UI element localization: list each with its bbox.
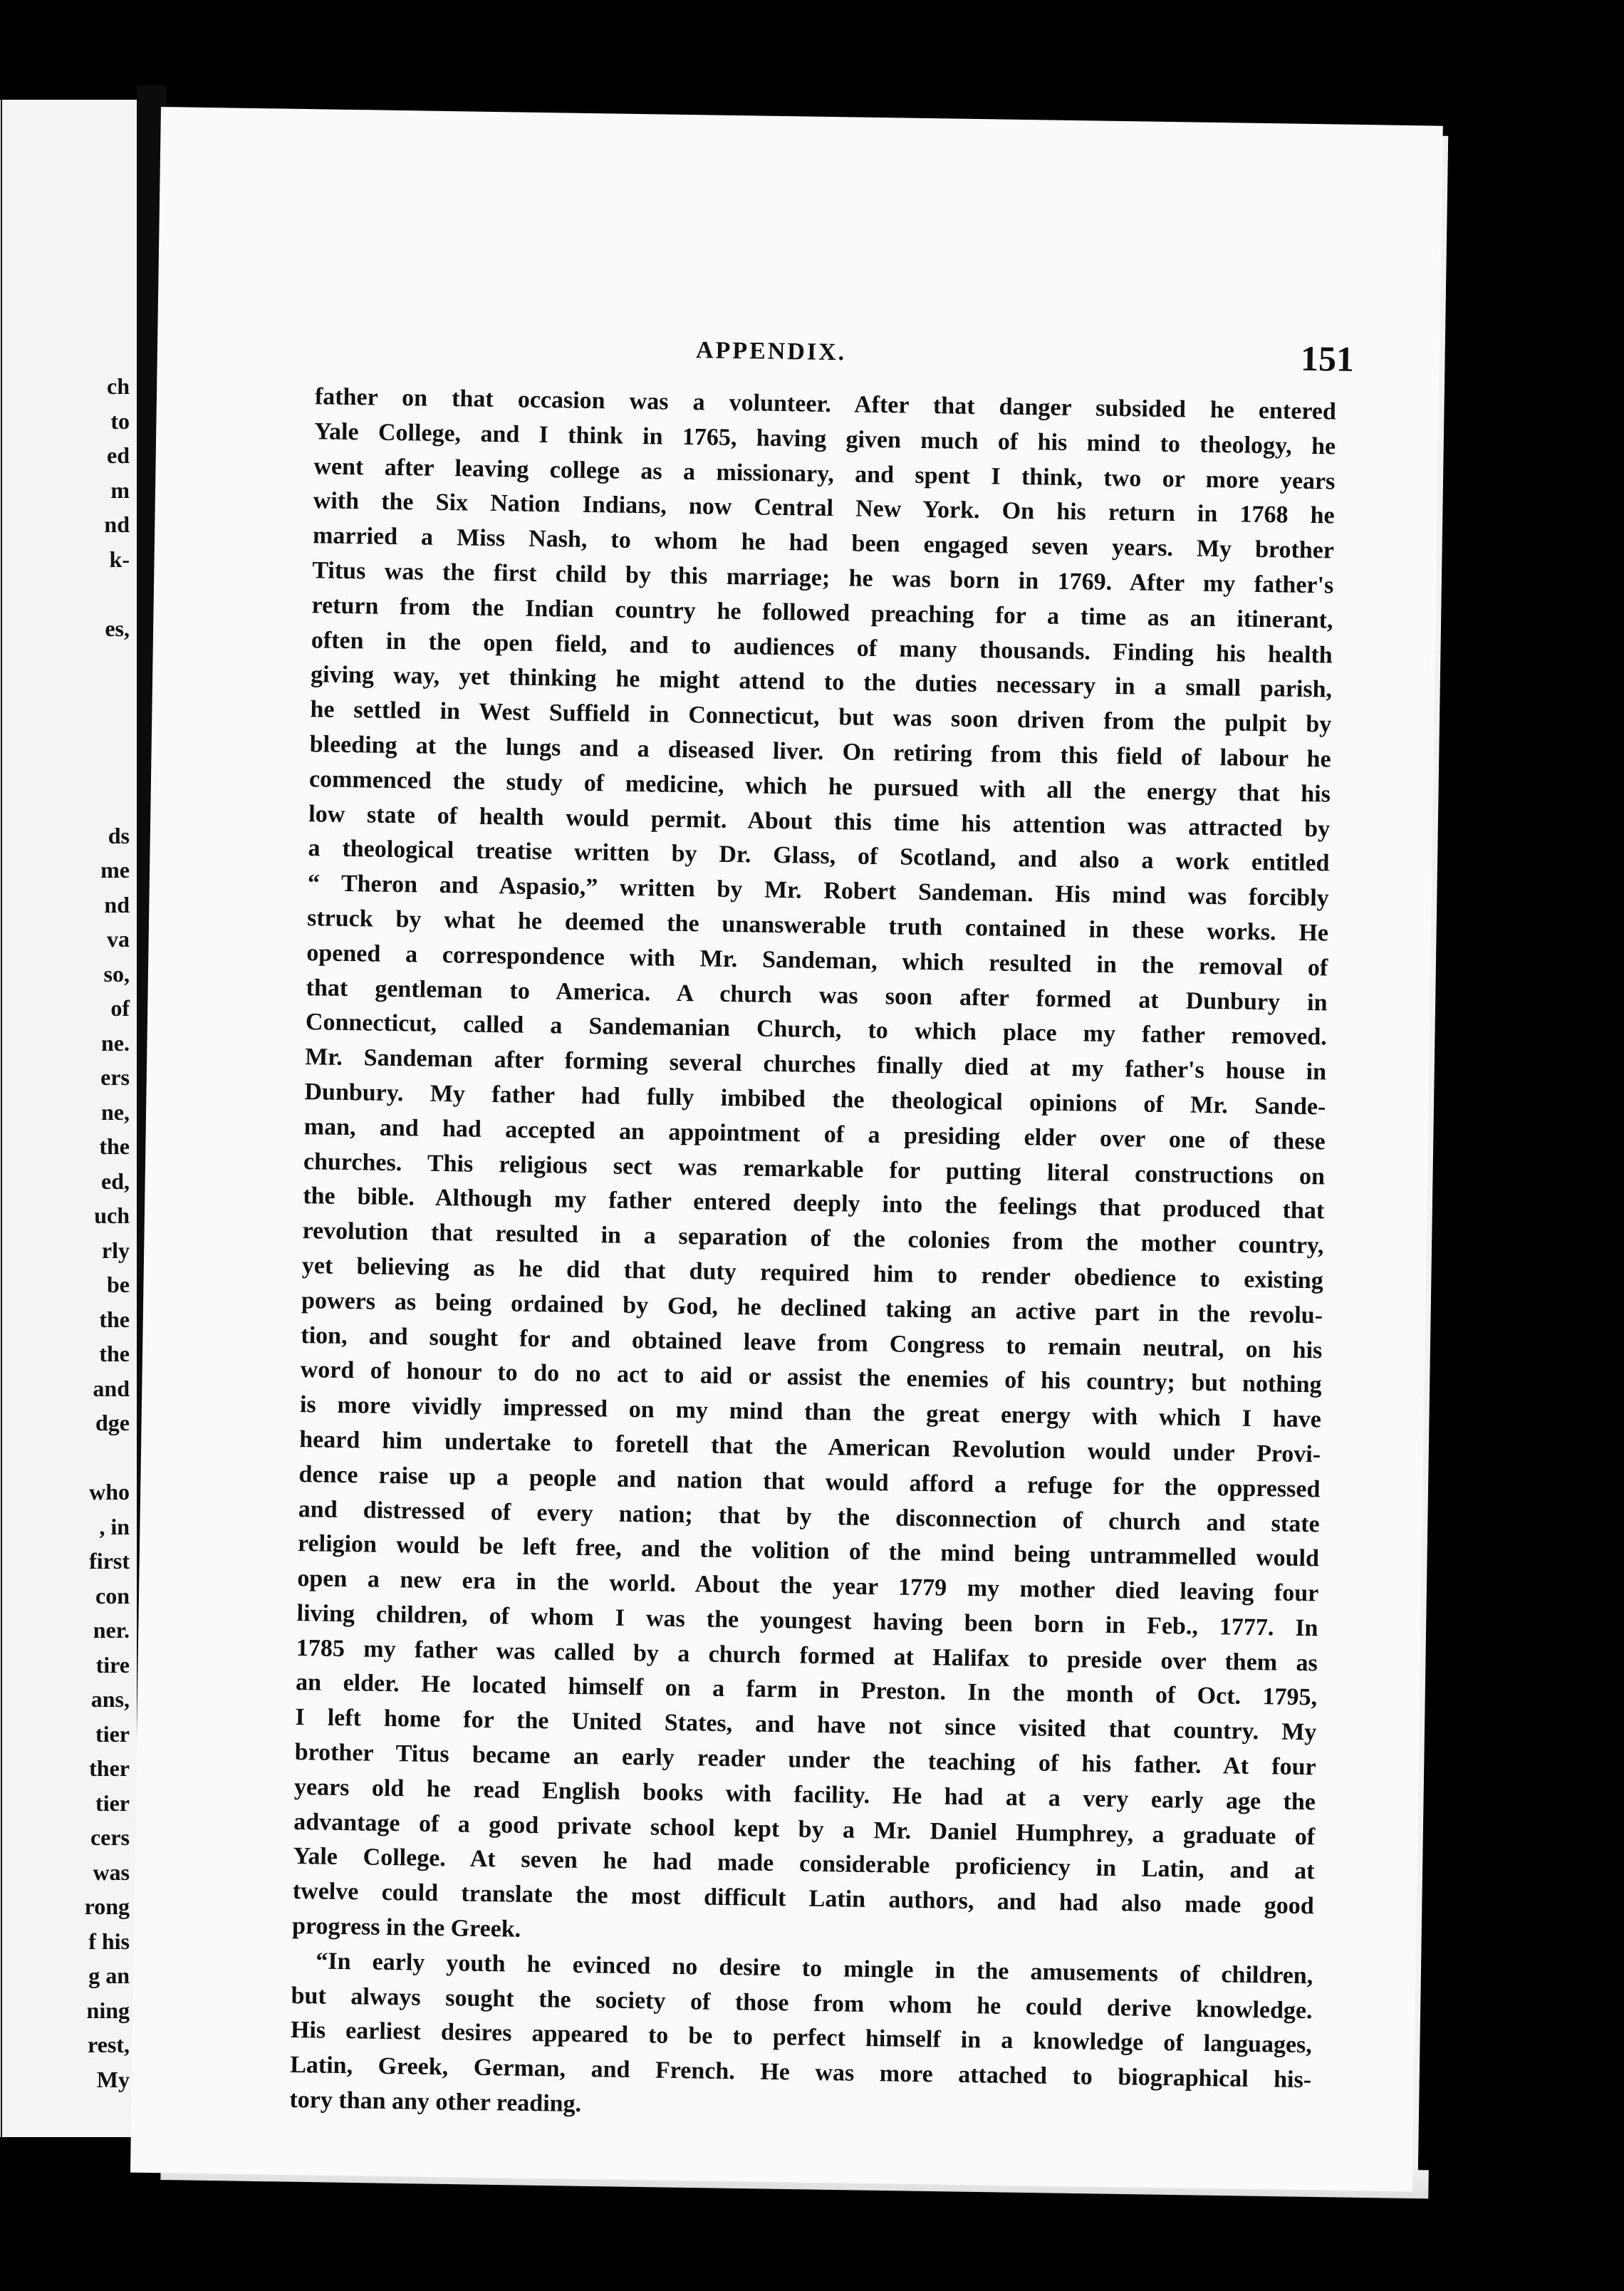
text-line: progress in the Greek. <box>291 1913 521 1943</box>
text-line: bleeding at the lungs and a diseased liver. On retiring from this field of labour he <box>309 731 1331 773</box>
left-line-fragment: ch <box>107 373 130 399</box>
text-line: Connecticut, called a Sandemanian Church, to which place my father removed. <box>305 1009 1328 1051</box>
left-line-fragment: nd <box>104 891 130 918</box>
text-line: is more vividly impressed on my mind than the great energy with which I have <box>299 1391 1322 1433</box>
left-line-fragment: rly <box>101 1237 130 1263</box>
left-line-fragment: es, <box>105 615 130 641</box>
left-line-fragment: ther <box>89 1755 130 1781</box>
left-line-fragment: tier <box>95 1789 130 1816</box>
text-line: return from the Indian country he followed preaching for a time as an itinerant, <box>311 592 1333 634</box>
left-line-fragment <box>85 784 130 819</box>
text-line: churches. This religious sect was remarkable for putting literal constructions on <box>303 1148 1326 1190</box>
left-line-fragment: tier <box>95 1720 130 1747</box>
text-line: 1785 my father was called by a church formed at Halifax to preside over them as <box>296 1634 1318 1677</box>
text-line: I left home for the United States, and have not since visited that country. My <box>295 1704 1317 1746</box>
left-line-fragment: con <box>95 1582 130 1609</box>
text-line: often in the open field, and to audiences of many thousands. Finding his health <box>311 626 1333 669</box>
left-line-fragment: ds <box>108 822 130 848</box>
text-line: married a Miss Nash, to whom he had been engaged seven years. My brother <box>312 522 1335 564</box>
left-line-fragment: so, <box>103 960 130 987</box>
text-line: revolution that resulted in a separation of the colonies from the mother country, <box>302 1217 1324 1259</box>
left-line-fragment: ans, <box>90 1686 130 1712</box>
left-line-fragment: first <box>89 1548 130 1574</box>
text-line: with the Six Nation Indians, now Central New York. On his return in 1768 he <box>313 487 1335 529</box>
left-line-fragment: and <box>93 1375 130 1401</box>
left-line-fragment: ne, <box>101 1098 130 1125</box>
text-line: heard him undertake to foretell that the American Revolution would under Provi- <box>298 1425 1321 1468</box>
text-line: dence raise up a people and nation that would afford a refuge for the oppressed <box>298 1460 1321 1503</box>
text-line: religion would be left free, and the volition of the mind being untrammelled would <box>297 1530 1320 1572</box>
paragraph-1 <box>292 380 1336 1959</box>
left-line-fragment: of <box>110 995 130 1021</box>
left-line-fragment <box>85 576 130 611</box>
text-line: tory than any other reading. <box>289 2087 582 2118</box>
text-line: Dunbury. My father had fully imbibed the theological opinions of Mr. Sande- <box>304 1079 1326 1121</box>
left-line-fragment: me <box>100 857 130 883</box>
left-line-fragment <box>85 645 130 680</box>
left-line-fragment: m <box>110 477 130 503</box>
paragraph-2 <box>289 1944 1313 2133</box>
text-line: low state of health would permit. About this time his attention was attracted by <box>308 800 1331 843</box>
left-line-fragment: rest, <box>88 2032 130 2057</box>
left-line-fragment: ed, <box>101 1168 130 1194</box>
left-line-fragment <box>85 749 130 784</box>
text-line: word of honour to do no act to aid or assist the enemies of his country; but nothing <box>300 1356 1322 1398</box>
left-line-fragment: , in <box>99 1513 130 1539</box>
left-line-fragment: nd <box>104 511 130 537</box>
text-line: brother Titus became an early reader under the teaching of his father. At four <box>294 1739 1316 1781</box>
page-number: 151 <box>1300 338 1355 379</box>
left-line-fragment: the <box>99 1133 130 1159</box>
left-line-fragment <box>85 1440 130 1475</box>
left-line-fragment: the <box>99 1341 130 1366</box>
left-line-fragment: k- <box>109 546 130 572</box>
text-line: “ Theron and Aspasio,” written by Mr. Robert Sandeman. His mind was forcibly <box>307 870 1329 912</box>
running-head: APPENDIX. <box>695 337 847 366</box>
text-line: went after leaving college as a missionary, and spent I think, two or more years <box>313 452 1336 495</box>
text-line: tion, and sought for and obtained leave from Congress to remain neutral, on his <box>301 1321 1323 1363</box>
left-line-fragment: ed <box>107 442 130 468</box>
left-line-fragment: the <box>99 1306 130 1332</box>
text-line: an elder. He located himself on a farm in Preston. In the month of Oct. 1795, <box>295 1669 1318 1711</box>
text-line: but always sought the society of those from whom he could derive knowledge. <box>291 1982 1313 2024</box>
left-line-fragment <box>85 715 130 749</box>
left-line-fragment: cers <box>90 1824 130 1850</box>
body-text <box>289 380 1336 2133</box>
text-line: yet believing as he did that duty required him to render obedience to existing <box>301 1252 1324 1294</box>
text-line: that gentleman to America. A church was soon after formed at Dunbury in <box>306 974 1328 1016</box>
left-line-fragment: f his <box>88 1928 130 1954</box>
text-line: Latin, Greek, German, and French. He was more attached to biographical his- <box>289 2052 1312 2094</box>
text-line: father on that occasion was a volunteer. After that danger subsided he entered <box>314 383 1337 425</box>
text-line: living children, of whom I was the youngest having been born in Feb., 1777. In <box>296 1599 1318 1642</box>
text-line: and distressed of every nation; that by the disconnection of church and state <box>298 1495 1320 1537</box>
left-line-fragment: ne. <box>101 1029 130 1056</box>
left-line-fragment: My <box>96 2066 130 2092</box>
left-line-fragment: tire <box>95 1651 130 1678</box>
text-line: man, and had accepted an appointment of a presiding elder over one of these <box>303 1113 1326 1155</box>
left-page-edge <box>1 100 2 2137</box>
left-line-fragment: g an <box>88 1963 130 1988</box>
text-line: opened a correspondence with Mr. Sandeman, which resulted in the removal of <box>306 939 1328 982</box>
left-line-fragment: to <box>110 407 130 434</box>
text-line: he settled in West Suffield in Connecticut, but was soon driven from the pulpit by <box>310 696 1332 738</box>
left-line-fragment <box>85 680 130 715</box>
left-line-fragment: was <box>93 1859 130 1885</box>
text-line: “In early youth he evinced no desire to mingle in the amusements of children, <box>316 1948 1313 1990</box>
text-line: advantage of a good private school kept by a Mr. Daniel Humphrey, a graduate of <box>293 1808 1316 1850</box>
left-line-fragment: ner. <box>93 1617 130 1643</box>
left-line-fragment: dge <box>95 1410 130 1435</box>
left-line-fragment: be <box>107 1272 130 1297</box>
text-line: Yale College. At seven he had made considerable proficiency in Latin, and at <box>293 1843 1315 1885</box>
left-line-fragment: rong <box>84 1893 130 1919</box>
right-page <box>130 107 1443 2191</box>
left-page-fragment <box>0 100 137 2137</box>
text-line: Mr. Sandeman after forming several churches finally died at my father's house in <box>304 1044 1327 1086</box>
text-line: the bible. Although my father entered deeply into the feelings that produced that <box>303 1183 1325 1225</box>
left-line-fragment: ers <box>100 1064 130 1090</box>
text-line: His earliest desires appeared to be to perfect himself in a knowledge of languages, <box>290 2017 1313 2059</box>
left-line-fragment: ning <box>86 1997 130 2023</box>
left-line-fragment: uch <box>94 1202 130 1228</box>
left-line-fragment: va <box>107 926 130 952</box>
left-line-fragment: who <box>89 1479 130 1505</box>
text-line: open a new era in the world. About the year 1779 my mother died leaving four <box>297 1565 1319 1607</box>
text-line: Yale College, and I think in 1765, having given much of his mind to theology, he <box>313 418 1336 460</box>
text-line: commenced the study of medicine, which he pursued with all the energy that his <box>308 765 1331 808</box>
text-line: Titus was the first child by this marriage; he was born in 1769. After my father's <box>312 557 1334 599</box>
text-line: struck by what he deemed the unanswerable truth contained in these works. He <box>306 905 1329 947</box>
text-line: twelve could translate the most difficult Latin authors, and had also made good <box>292 1878 1314 1920</box>
text-line: giving way, yet thinking he might attend to the duties necessary in a small parish, <box>310 661 1333 703</box>
text-line: years old he read English books with facility. He had at a very early age the <box>293 1773 1316 1816</box>
text-line: powers as being ordained by God, he declined taking an active part in the revolu- <box>301 1287 1323 1329</box>
left-page-line-fragments <box>85 369 130 2097</box>
text-line: a theological treatise written by Dr. Glass, of Scotland, and also a work entitled <box>308 835 1330 877</box>
